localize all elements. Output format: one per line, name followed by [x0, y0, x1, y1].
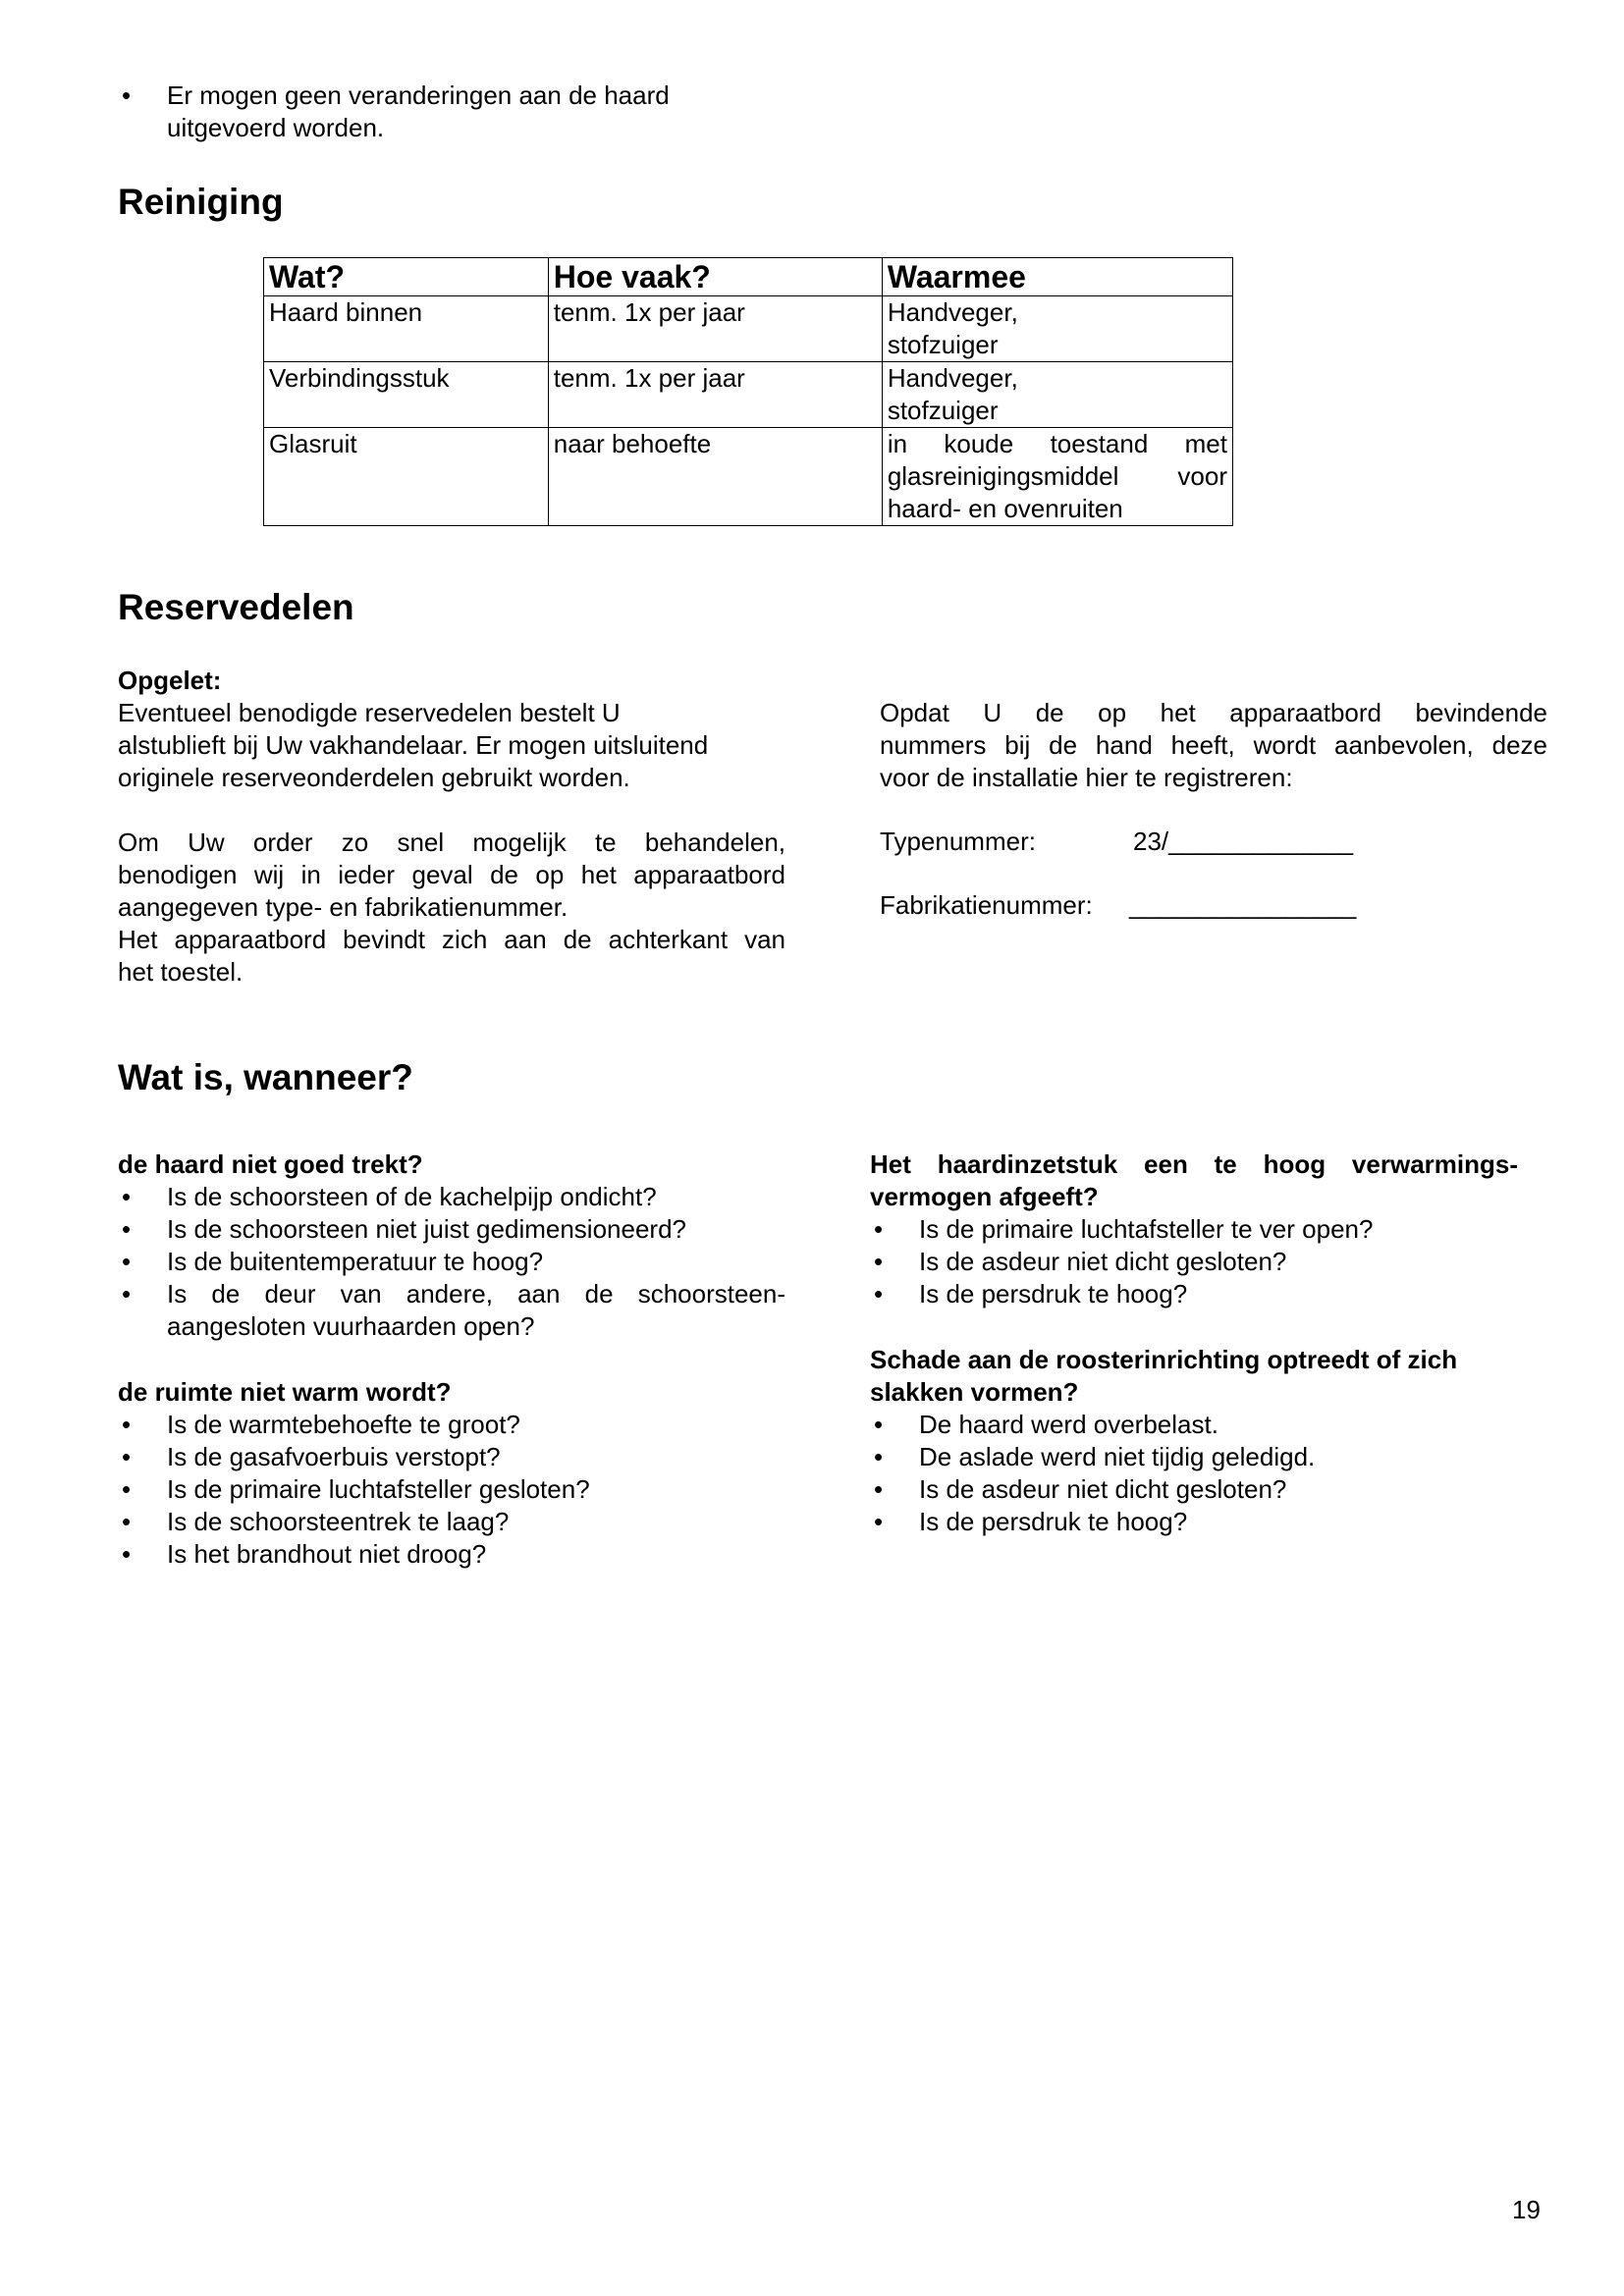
- page-number: 19: [1512, 2195, 1541, 2224]
- question-list: [870, 1409, 1538, 1538]
- list-item: • Is de warmtebehoefte te groot?: [122, 1410, 520, 1439]
- question-heading: Het haardinzetstuk een te hoog verwarmings- vermogen afgeeft?: [870, 1149, 1518, 1211]
- list-item: • Is de schoorsteen niet juist gedimensioneerd?: [122, 1214, 686, 1244]
- list-item: • Is de schoorsteen of de kachelpijp ondicht?: [122, 1182, 657, 1211]
- section-title-wat-is-wanneer: Wat is, wanneer?: [118, 1057, 413, 1097]
- list-item: • Is het brandhout niet droog?: [122, 1539, 487, 1569]
- list-item: • De aslade werd niet tijdig geledigd.: [874, 1442, 1316, 1471]
- bullet-icon: •: [122, 80, 132, 110]
- bullet-icon: •: [122, 1247, 132, 1276]
- table-cell: Glasruit: [264, 428, 549, 526]
- list-item: • De haard werd overbelast.: [874, 1410, 1218, 1439]
- table-cell: tenm. 1x per jaar: [548, 362, 882, 428]
- table-row: [264, 428, 1233, 526]
- section-title-reservedelen: Reservedelen: [118, 587, 354, 627]
- bullet-icon: •: [874, 1214, 884, 1244]
- list-item: • Is de buitentemperatuur te hoog?: [122, 1247, 544, 1276]
- bullet-icon: •: [874, 1279, 884, 1308]
- question-list: [118, 1409, 785, 1571]
- question-heading: de haard niet goed trekt?: [118, 1149, 423, 1179]
- opgelet-label: Opgelet:: [118, 666, 222, 695]
- bullet-icon: •: [122, 1539, 132, 1569]
- question-heading: de ruimte niet warm wordt?: [118, 1377, 452, 1407]
- typenummer-field: 23/_____________: [1133, 827, 1354, 856]
- table-cell: in koude toestand met glasreinigingsmiddel voor haard- en ovenruiten: [882, 428, 1232, 526]
- question-list: [870, 1213, 1538, 1310]
- list-item: • Is de schoorsteentrek te laag?: [122, 1507, 510, 1536]
- table-header-row: [264, 258, 1233, 296]
- column-header: Hoe vaak?: [548, 258, 882, 296]
- question-heading: Schade aan de roosterinrichting optreedt of zich slakken vormen?: [870, 1345, 1458, 1407]
- list-item: • Is de persdruk te hoog?: [874, 1507, 1188, 1536]
- cleaning-table: [263, 257, 1233, 526]
- table-cell: Handveger, stofzuiger: [882, 362, 1232, 428]
- bullet-icon: •: [122, 1214, 132, 1244]
- list-item: • Is de primaire luchtafsteller gesloten?: [122, 1474, 590, 1504]
- table-row: [264, 362, 1233, 428]
- list-item: • Er mogen geen veranderingen aan de haard uitgevoerd worden.: [122, 80, 670, 142]
- typenummer-label: Typenummer:: [880, 827, 1036, 856]
- bullet-icon: •: [874, 1474, 884, 1504]
- list-item: • Is de primaire luchtafsteller te ver open?: [874, 1214, 1374, 1244]
- bullet-icon: •: [122, 1182, 132, 1211]
- bullet-icon: •: [874, 1507, 884, 1536]
- list-item: • Is de gasafvoerbuis verstopt?: [122, 1442, 501, 1471]
- bullet-icon: •: [122, 1507, 132, 1536]
- bullet-icon: •: [122, 1410, 132, 1439]
- fabrikatienummer-field: ________________: [1129, 890, 1357, 920]
- bullet-icon: •: [874, 1442, 884, 1471]
- table-row: [264, 296, 1233, 362]
- top-bullet-list: [118, 80, 805, 144]
- reservedelen-left-column: Opgelet: Eventueel benodigde reservedelen bestelt U alstublieft bij Uw vakhandelaar. Er mogen uitsluitend originele reserveonderdelen gebruikt worden. Om Uw order zo snel mogelijk te behandelen, benodigen wij in ieder geval de op het apparaatbord aangegeven type- en fabrikatienummer. Het apparaatbord bevindt zich aan de achterkant van het toestel.: [118, 666, 785, 987]
- table-cell: Verbindingsstuk: [264, 362, 549, 428]
- list-item: • Is de asdeur niet dicht gesloten?: [874, 1247, 1287, 1276]
- bullet-icon: •: [122, 1474, 132, 1504]
- fabrikatienummer-label: Fabrikatienummer:: [880, 890, 1093, 920]
- list-item: • Is de deur van andere, aan de schoorsteen- aangesloten vuurhaarden open?: [122, 1279, 785, 1341]
- section-title-reiniging: Reiniging: [118, 182, 284, 222]
- list-item: • Is de asdeur niet dicht gesloten?: [874, 1474, 1287, 1504]
- bullet-icon: •: [874, 1410, 884, 1439]
- table-cell: Handveger, stofzuiger: [882, 296, 1232, 362]
- table-cell: tenm. 1x per jaar: [548, 296, 882, 362]
- column-header: Wat?: [264, 258, 549, 296]
- question-list: [118, 1181, 785, 1343]
- list-item: • Is de persdruk te hoog?: [874, 1279, 1188, 1308]
- table-cell: naar behoefte: [548, 428, 882, 526]
- table-cell: Haard binnen: [264, 296, 549, 362]
- bullet-icon: •: [874, 1247, 884, 1276]
- reservedelen-right-column: Opdat U de op het apparaatbord bevindende nummers bij de hand heeft, wordt aanbevolen, deze voor de installatie hier te registreren:: [880, 698, 1547, 792]
- column-header: Waarmee: [882, 258, 1232, 296]
- bullet-icon: •: [122, 1442, 132, 1471]
- bullet-icon: •: [122, 1279, 132, 1308]
